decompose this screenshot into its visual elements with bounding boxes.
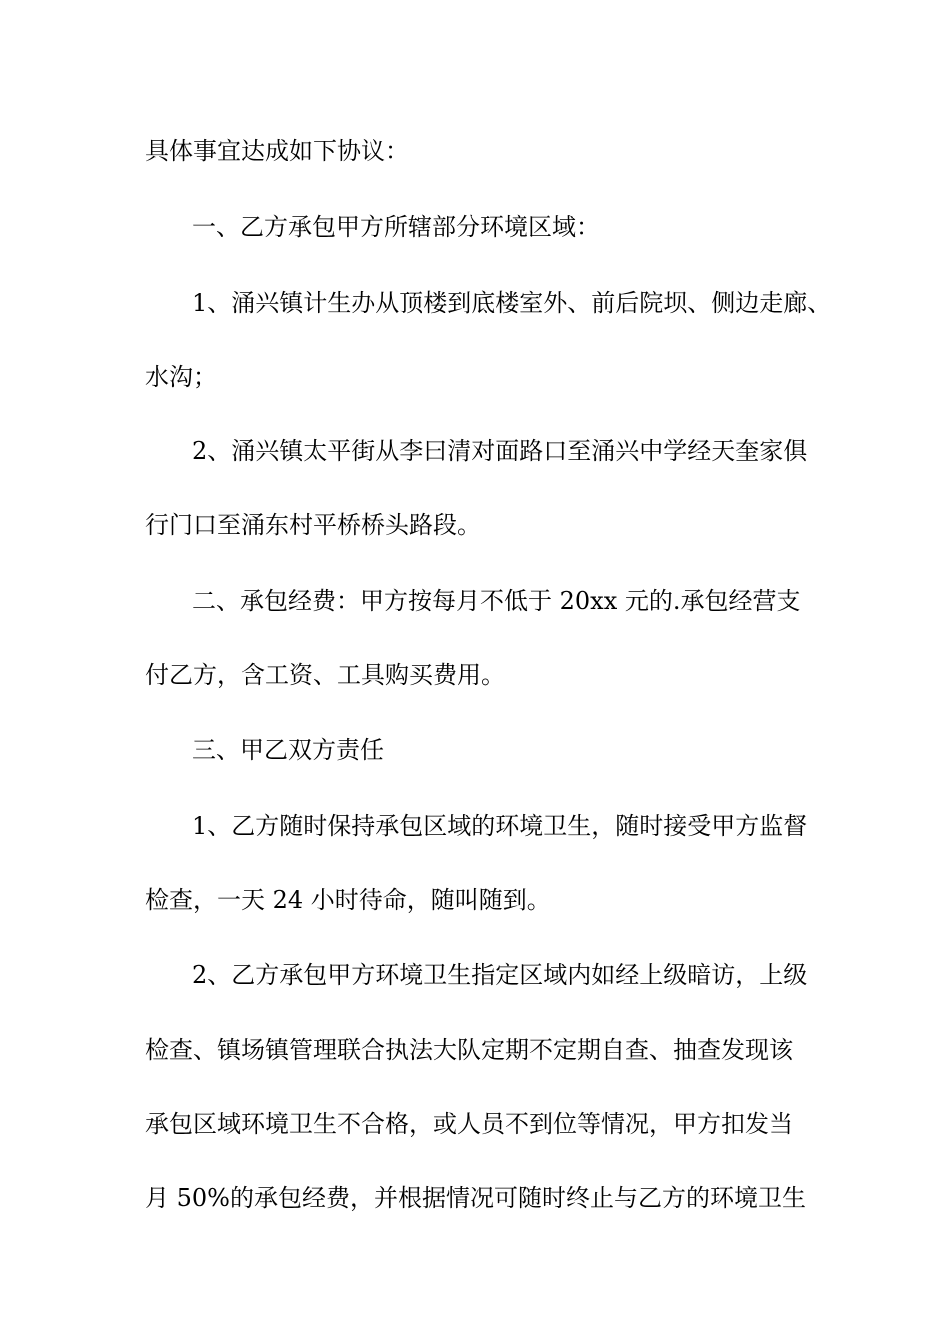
- paragraph-line-intro: 具体事宜达成如下协议：: [145, 137, 409, 165]
- responsibility-2-line-3: 承包区域环境卫生不合格，或人员不到位等情况，甲方扣发当: [145, 1110, 793, 1138]
- list-item-2-line-1: 2、涌兴镇太平街从李曰清对面路口至涌兴中学经天奎家俱: [192, 437, 808, 465]
- list-item-1-line-1: 1、涌兴镇计生办从顶楼到底楼室外、前后院坝、侧边走廊、: [192, 289, 832, 317]
- responsibility-2-line-2: 检查、镇场镇管理联合执法大队定期不定期自查、抽查发现该: [145, 1036, 793, 1064]
- list-item-2-line-2: 行门口至涌东村平桥桥头路段。: [145, 511, 481, 539]
- section-heading-three: 三、甲乙双方责任: [192, 736, 384, 764]
- list-item-1-line-2: 水沟；: [145, 363, 217, 391]
- responsibility-1-line-2: 检查，一天 24 小时待命，随叫随到。: [145, 886, 551, 914]
- responsibility-2-line-1: 2、乙方承包甲方环境卫生指定区域内如经上级暗访，上级: [192, 961, 808, 989]
- section-two-line-1: 二、承包经费：甲方按每月不低于 20xx 元的.承包经营支: [192, 587, 801, 615]
- section-two-line-2: 付乙方，含工资、工具购买费用。: [145, 661, 505, 689]
- responsibility-1-line-1: 1、乙方随时保持承包区域的环境卫生，随时接受甲方监督: [192, 812, 808, 840]
- responsibility-2-line-4: 月 50%的承包经费，并根据情况可随时终止与乙方的环境卫生: [145, 1184, 806, 1212]
- section-heading-one: 一、乙方承包甲方所辖部分环境区域：: [192, 213, 600, 241]
